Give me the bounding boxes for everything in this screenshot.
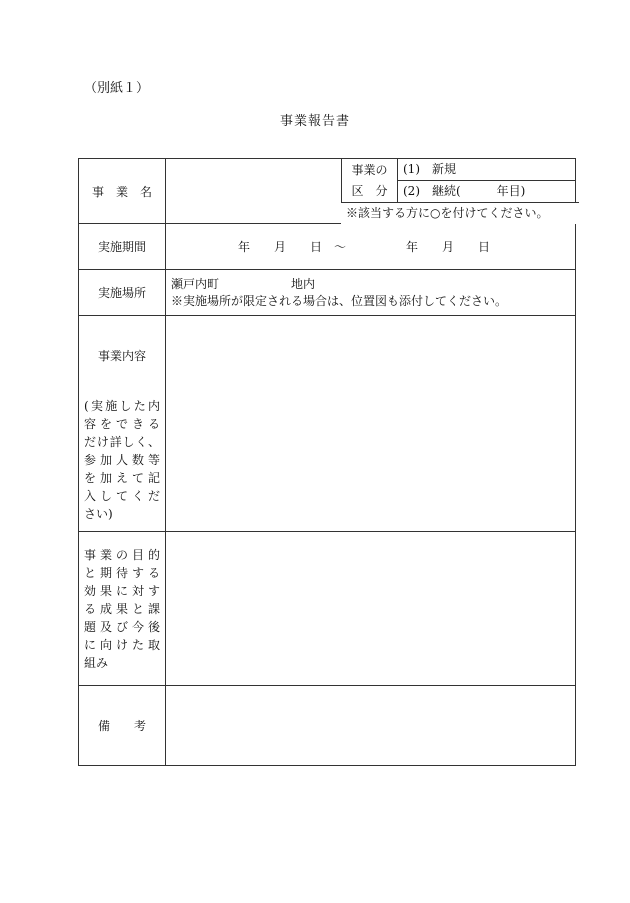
content-instruction-6: 入してくだ [84,488,160,503]
content-instruction-2: 容をできる [84,416,160,431]
content-instruction-1: (実施した内 [84,398,160,413]
content-instruction-3: だけ詳しく、 [84,434,160,449]
row-remarks [79,686,576,766]
purpose-label-7: 組み [84,655,109,670]
purpose-label-1: 事業の目的 [84,547,160,562]
purpose-label-cell [79,532,166,686]
remarks-field[interactable] [166,686,576,766]
purpose-field[interactable] [166,532,576,686]
report-table [78,158,576,766]
location-line1: 瀬戸内町 地内 [171,276,316,291]
purpose-label-5: 題及び今後 [84,619,160,634]
location-note: ※実施場所が限定される場合は、位置図も添付してください。 [171,293,508,308]
content-instruction-4: 参加人数等 [84,452,160,467]
document-title: 事業報告書 [279,114,350,129]
row-period [79,224,576,270]
period-text: 年 月 日 ～ 年 月 日 [238,240,491,254]
content-field[interactable] [166,316,576,532]
remarks-label: 備 考 [79,686,166,766]
content-instruction-7: さい) [84,506,113,521]
purpose-label-4: る成果と課 [84,601,160,616]
location-field[interactable] [166,270,576,316]
row-content [79,316,576,532]
row-location [79,270,576,316]
content-label: 事業内容 [97,348,146,363]
row-purpose [79,532,576,686]
category-label-line2: 区 分 [351,184,388,198]
project-name-label: 事 業 名 [79,159,166,224]
project-name-field[interactable] [166,159,342,224]
purpose-label-3: 効果に対す [84,583,160,598]
category-option-new[interactable]: (1) 新規 [398,159,575,181]
category-label-line1: 事業の [351,163,388,177]
category-note: ※該当する方に○を付けてください。 [341,202,579,224]
period-field[interactable] [166,224,576,270]
period-label: 実施期間 [79,224,166,270]
location-label: 実施場所 [79,270,166,316]
category-option-continuing[interactable]: (2) 継続( 年目) [398,181,575,203]
content-label-cell [79,316,166,532]
purpose-label-6: に向けた取 [84,637,160,652]
purpose-label-2: と期待する [84,565,160,580]
content-instruction-5: を加えて記 [84,470,160,485]
annex-label: （別紙１） [84,81,150,96]
